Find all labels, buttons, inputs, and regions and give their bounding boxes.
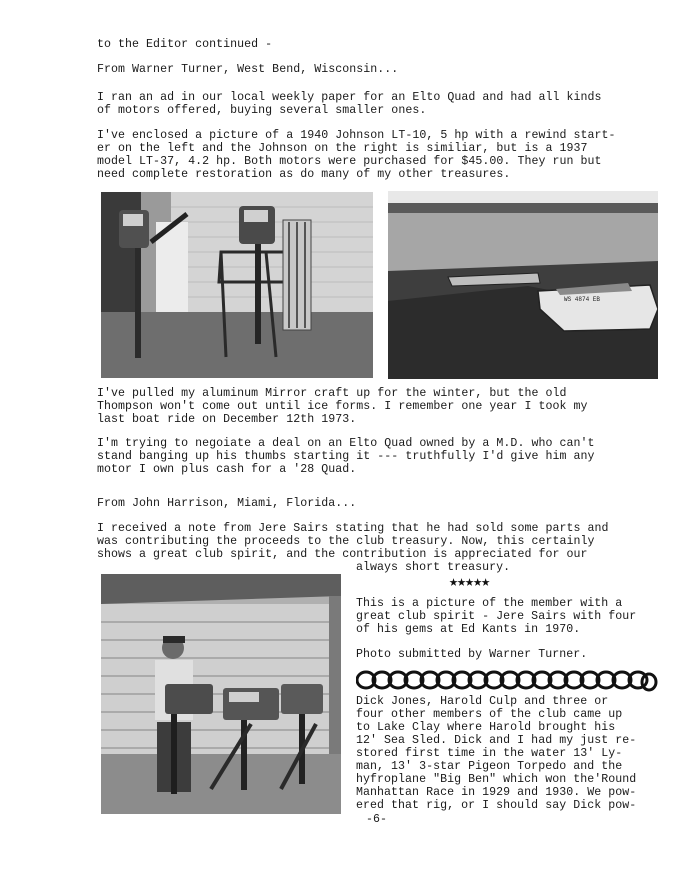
star-divider: ★★★★★ [449,574,490,591]
photo-credit: Photo submitted by Warner Turner. [356,648,588,661]
text-line: man, 13' 3-star Pigeon Torpedo and the [356,760,623,773]
text-line: always short treasury. [356,561,511,574]
chain-divider [356,668,658,692]
text-line: model LT-37, 4.2 hp. Both motors were purchased for $45.00. They run but [97,155,602,168]
text-line: was contributing the proceeds to the club treasury. Now, this certainly [97,535,595,548]
text-line: last boat ride on December 12th 1973. [97,413,357,426]
text-line: four other members of the club came up [356,708,623,721]
text-line: I'm trying to negoiate a deal on an Elto Quad owned by a M.D. who can't [97,437,595,450]
page-number: -6- [366,813,388,826]
text-line: to Lake Clay where Harold brought his [356,721,616,734]
text-line: great club spirit - Jere Sairs with four [356,610,637,623]
photo-two-outboard-motors [101,192,373,378]
text-line: Manhattan Race in 1929 and 1930. We pow- [356,786,637,799]
continued-heading: to the Editor continued - [97,38,273,51]
text-line: need complete restoration as do many of my other treasures. [97,168,511,181]
text-line: of motors offered, buying several smaller ones. [97,104,427,117]
text-line: Thompson won't come out until ice forms. I remember one year I took my [97,400,588,413]
text-line: 12' Sea Sled. Dick and I had my just re- [356,734,637,747]
photo-jere-sairs-with-motors [101,574,341,814]
text-line: stored first time in the water 13' Ly- [356,747,623,760]
text-line: Dick Jones, Harold Culp and three or [356,695,609,708]
text-line: stand banging up his thumbs starting it --- truthfully I'd give him any [97,450,595,463]
boat-registration-number: WS 4874 EB [564,296,601,303]
photo-boats-on-lakeshore [388,191,658,379]
text-line: I've pulled my aluminum Mirror craft up for the winter, but the old [97,387,567,400]
text-line: shows a great club spirit, and the contribution is appreciated for our [97,548,588,561]
letter-from-warner-turner: From Warner Turner, West Bend, Wisconsin... [97,63,399,76]
text-line: ered that rig, or I should say Dick pow- [356,799,637,812]
text-line: of his gems at Ed Kants in 1970. [356,623,581,636]
text-line: motor I own plus cash for a '28 Quad. [97,463,357,476]
text-line: I've enclosed a picture of a 1940 Johnson LT-10, 5 hp with a rewind start- [97,129,616,142]
text-line: I ran an ad in our local weekly paper for an Elto Quad and had all kinds [97,91,602,104]
text-line: I received a note from Jere Sairs stating that he had sold some parts and [97,522,609,535]
text-line: er on the left and the Johnson on the right is similiar, but is a 1937 [97,142,588,155]
text-line: hyfroplane "Big Ben" which won the'Round [356,773,637,786]
letter-from-john-harrison: From John Harrison, Miami, Florida... [97,497,357,510]
text-line: This is a picture of the member with a [356,597,623,610]
